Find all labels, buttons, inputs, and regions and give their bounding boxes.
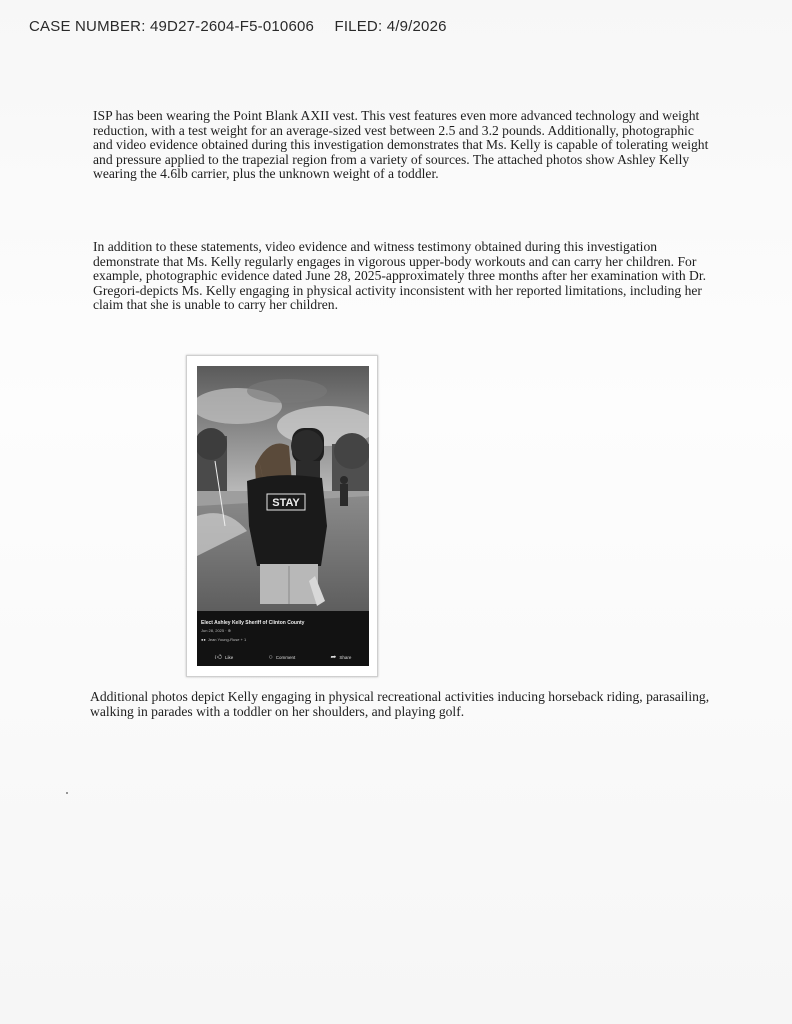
document-header xyxy=(29,18,447,35)
thumbs-up-icon: 👍︎ xyxy=(214,653,222,661)
filed-date: FILED: 4/9/2026 xyxy=(334,18,447,35)
evidence-photo xyxy=(186,355,378,677)
share-button xyxy=(330,654,351,661)
paragraph-activities: Additional photos depict Kelly engaging in physical recreational activities inducing horseback riding, parasailing, walking in parades with a toddler on her shoulders, and playing golf. xyxy=(90,689,710,719)
like-button xyxy=(215,654,234,661)
post-overlay xyxy=(197,611,369,666)
share-label: Share xyxy=(339,654,352,660)
comment-icon: ○ xyxy=(268,653,273,661)
social-media-screenshot xyxy=(197,366,369,666)
paragraph-evidence: In addition to these statements, video evidence and witness testimony obtained during this investigation demonstrate that Ms. Kelly regularly engages in vigorous upper-body workouts and can carry her children. For example, photographic evidence dated June 28, 2025-approximately three months after her examination with Dr. Gregori-depicts Ms. Kelly engaging in physical activity inconsistent with her reported limitations, including her claim that she is unable to carry her children. xyxy=(93,239,707,313)
reaction-icons: ●● xyxy=(201,637,206,642)
case-number: CASE NUMBER: 49D27-2604-F5-010606 xyxy=(29,18,315,35)
reactions-text: Jean Young-Ruse + 1 xyxy=(207,637,247,642)
comment-label: Comment xyxy=(275,654,296,660)
shirt-text: STAY xyxy=(272,497,300,509)
photo-scene xyxy=(197,366,369,611)
post-actions xyxy=(197,651,369,663)
post-reactions xyxy=(201,637,246,642)
paragraph-vest: ISP has been wearing the Point Blank AXII vest. This vest features even more advanced technology and weight reduction, with a test weight for an average-sized vest between 2.5 and 3.2 pounds. Additionally, photographic and video evidence obtained during this investigation demonstrates that Ms. Kelly is capable of tolerating weight and pressure applied to the trapezial region from a variety of sources. The attached photos show Ashley Kelly wearing the 4.6lb carrier, plus the unknown weight of a toddler. xyxy=(93,108,709,182)
comment-button xyxy=(268,654,295,661)
post-date: Jun 28, 2025 · ⊕ xyxy=(201,628,232,633)
share-icon: ➦ xyxy=(330,653,337,661)
scan-speck xyxy=(66,792,68,794)
post-title: Elect Ashley Kelly Sheriff of Clinton County xyxy=(201,620,305,626)
like-label: Like xyxy=(224,654,234,660)
